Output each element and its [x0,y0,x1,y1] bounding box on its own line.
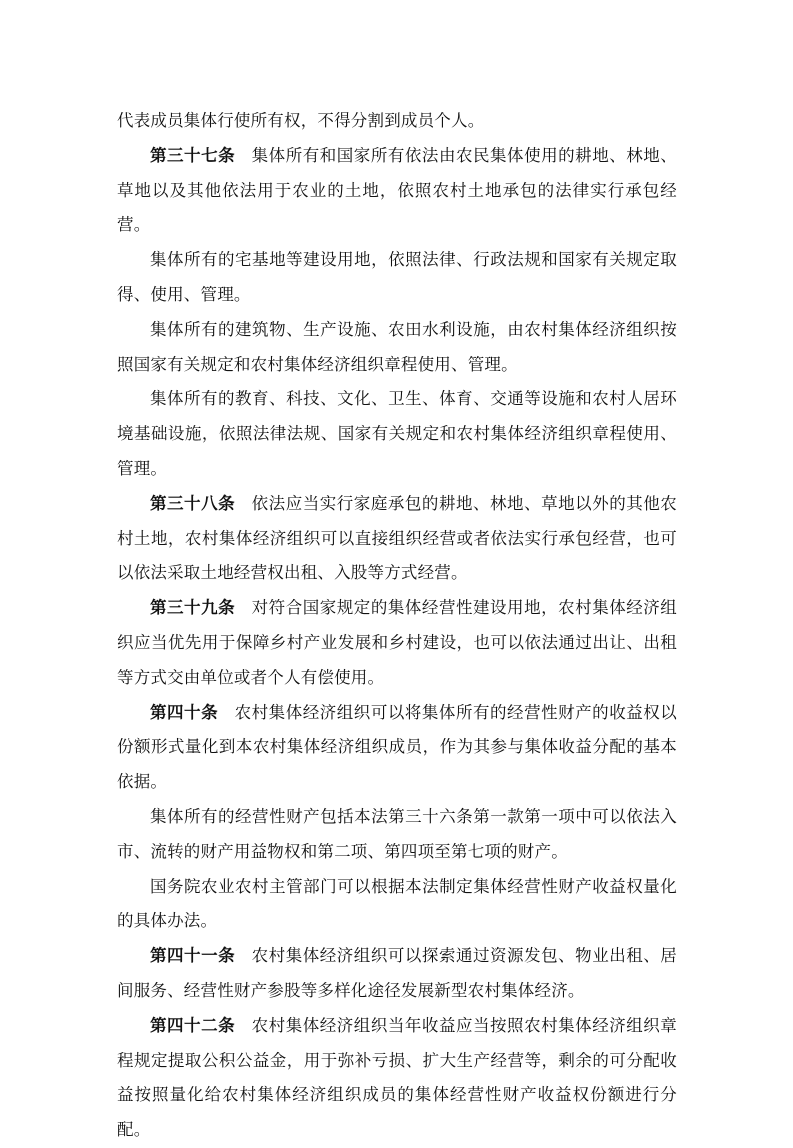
article-38-paragraph [117,487,677,591]
paragraph [117,382,677,486]
article-number: 第四十二条 [150,1015,236,1035]
paragraph [117,870,677,940]
article-number: 第三十九条 [150,598,236,618]
article-39-paragraph [117,591,677,695]
article-40-paragraph [117,696,677,800]
paragraph-text: 农村集体经济组织可以探索通过资源发包、物业出租、居间服务、经营性财产参股等多样化途径发展新型农村集体经济。 [117,946,678,1000]
paragraph [117,800,677,870]
paragraph-text: 集体所有的经营性财产包括本法第三十六条第一款第一项中可以依法入市、流转的财产用益物权和第二项、第四项至第七项的财产。 [117,806,677,861]
paragraph [117,243,677,313]
article-number: 第四十条 [150,702,219,722]
paragraph-text: 依法应当实行家庭承包的耕地、林地、草地以外的其他农村土地，农村集体经济组织可以直接组织经营或者依法实行承包经营，也可以依法采取土地经营权出租、入股等方式经营。 [117,493,678,583]
article-42-paragraph [117,1009,677,1148]
paragraph-text: 集体所有和国家所有依法由农民集体使用的耕地、林地、草地以及其他依法用于农业的土地，依照农村土地承包的法律实行承包经营。 [117,145,678,235]
article-41-paragraph [117,939,677,1009]
paragraph-text: 农村集体经济组织可以将集体所有的经营性财产的收益权以份额形式量化到本农村集体经济组织成员，作为其参与集体收益分配的基本依据。 [117,702,677,792]
document-body [117,104,677,1148]
paragraph-text: 集体所有的教育、科技、文化、卫生、体育、交通等设施和农村人居环境基础设施，依照法律法规、国家有关规定和农村集体经济组织章程使用、管理。 [117,389,677,478]
paragraph-text: 集体所有的建筑物、生产设施、农田水利设施，由农村集体经济组织按照国家有关规定和农村集体经济组织章程使用、管理。 [117,319,677,374]
article-37-paragraph [117,139,677,243]
paragraph-continuation [117,104,677,139]
paragraph [117,313,677,383]
article-number: 第三十七条 [150,145,236,165]
paragraph-text: 代表成员集体行使所有权，不得分割到成员个人。 [117,111,485,130]
article-number: 第三十八条 [150,493,236,513]
article-number: 第四十一条 [150,946,236,966]
paragraph-text: 对符合国家规定的集体经营性建设用地，农村集体经济组织应当优先用于保障乡村产业发展和乡村建设，也可以依法通过出让、出租等方式交由单位或者个人有偿使用。 [117,598,678,687]
paragraph-text: 农村集体经济组织当年收益应当按照农村集体经济组织章程规定提取公积公益金，用于弥补亏损、扩大生产经营等，剩余的可分配收益按照量化给农村集体经济组织成员的集体经营性财产收益权份额进行分配。 [117,1015,678,1140]
paragraph-text: 集体所有的宅基地等建设用地，依照法律、行政法规和国家有关规定取得、使用、管理。 [117,250,677,304]
paragraph-text: 国务院农业农村主管部门可以根据本法制定集体经营性财产收益权量化的具体办法。 [117,876,677,931]
